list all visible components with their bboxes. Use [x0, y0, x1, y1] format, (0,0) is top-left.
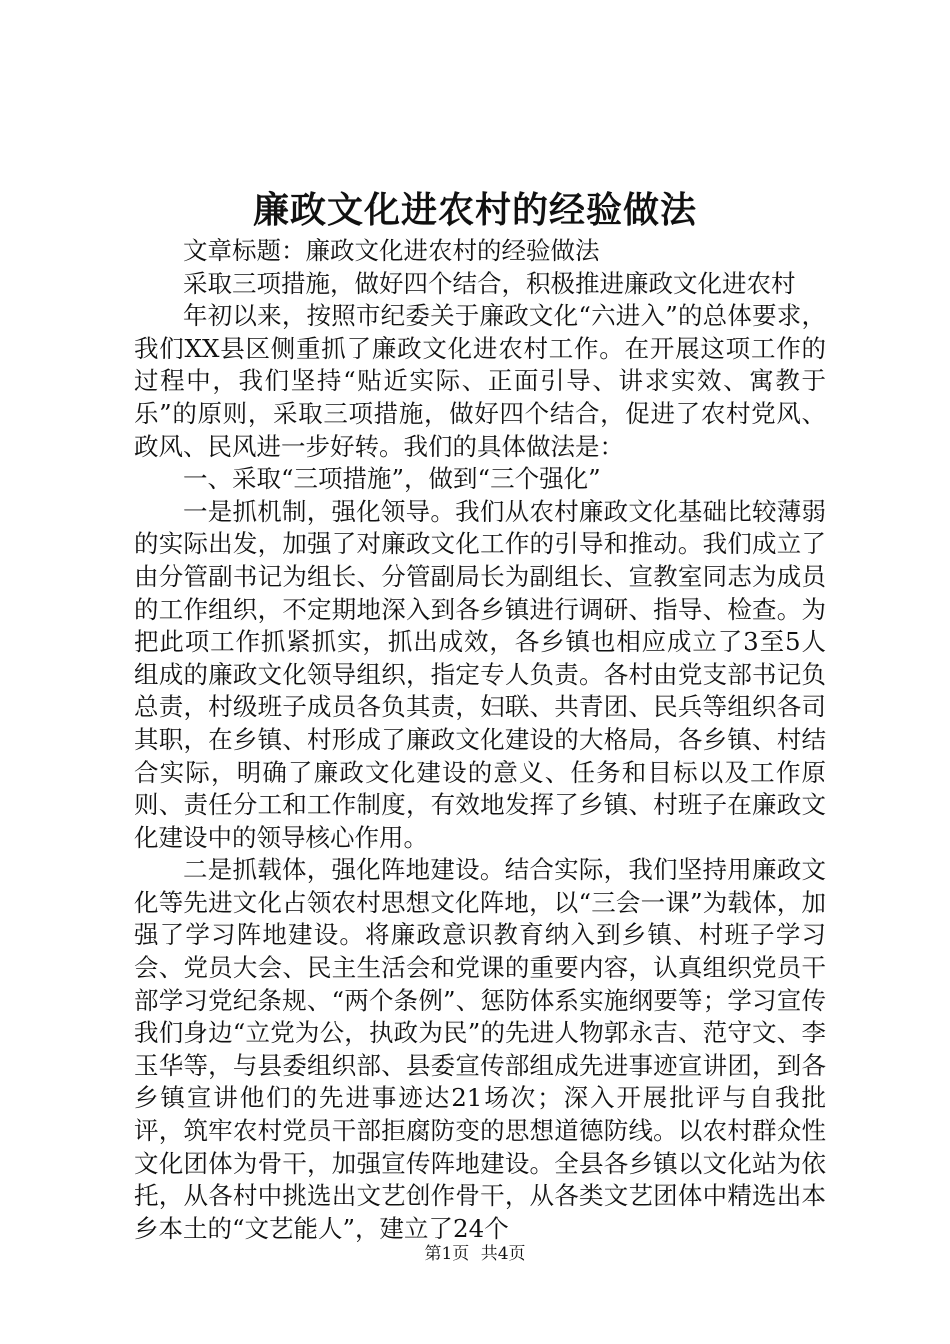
page-footer: [0, 1243, 950, 1265]
section-heading: 一、采取“三项措施”，做到“三个强化”: [183, 464, 601, 494]
article-title-line: 文章标题：廉政文化进农村的经验做法: [183, 236, 600, 265]
body-paragraph: 二是抓载体，强化阵地建设。结合实际，我们坚持用廉政文化等先进文化占领农村思想文化阵地，以“三会一课”为载体，加强了学习阵地建设。将廉政意识教育纳入到乡镇、村班子学习会、党员大会、民主生活会和党课的重要内容，认真组织党员干部学习党纪条规、“两个条例”、惩防体系实施纲要等；学习宣传我们身边“立党为公，执政为民”的先进人物郭永吉、范守文、李玉华等，与县委组织部、县委宣传部组成先进事迹宣讲团，到各乡镇宣讲他们的先进事迹达21场次；深入开展批评与自我批评，筑牢农村党员干部拒腐防变的思想道德防线。以农村群众性文化团体为骨干，加强宣传阵地建设。全县各乡镇以文化站为依托，从各村中挑选出文艺创作骨干，从各类文艺团体中精选出本乡本土的“文艺能人”，建立了24个: [134, 855, 826, 1243]
document-title: 廉政文化进农村的经验做法: [252, 189, 697, 231]
document-body: [134, 235, 826, 1245]
subtitle-line: 采取三项措施，做好四个结合，积极推进廉政文化进农村: [183, 268, 796, 298]
page-total: 共4页: [480, 1244, 526, 1264]
page-number: 第1页: [424, 1244, 470, 1264]
intro-paragraph: 年初以来，按照市纪委关于廉政文化“六进入”的总体要求，我们XX县区侧重抓了廉政文化进农村工作。在开展这项工作的过程中，我们坚持“贴近实际、正面引导、讲求实效、寓教于乐”的原则，采取三项措施，做好四个结合，促进了农村党风、政风、民风进一步好转。我们的具体做法是：: [134, 301, 826, 461]
body-paragraph: 一是抓机制，强化领导。我们从农村廉政文化基础比较薄弱的实际出发，加强了对廉政文化工作的引导和推动。我们成立了由分管副书记为组长、分管副局长为副组长、宣教室同志为成员的工作组织，不定期地深入到各乡镇进行调研、指导、检查。为把此项工作抓紧抓实，抓出成效，各乡镇也相应成立了3至5人组成的廉政文化领导组织，指定专人负责。各村由党支部书记负总责，村级班子成员各负其责，妇联、共青团、民兵等组织各司其职，在乡镇、村形成了廉政文化建设的大格局，各乡镇、村结合实际，明确了廉政文化建设的意义、任务和目标以及工作原则、责任分工和工作制度，有效地发挥了乡镇、村班子在廉政文化建设中的领导核心作用。: [134, 496, 826, 852]
